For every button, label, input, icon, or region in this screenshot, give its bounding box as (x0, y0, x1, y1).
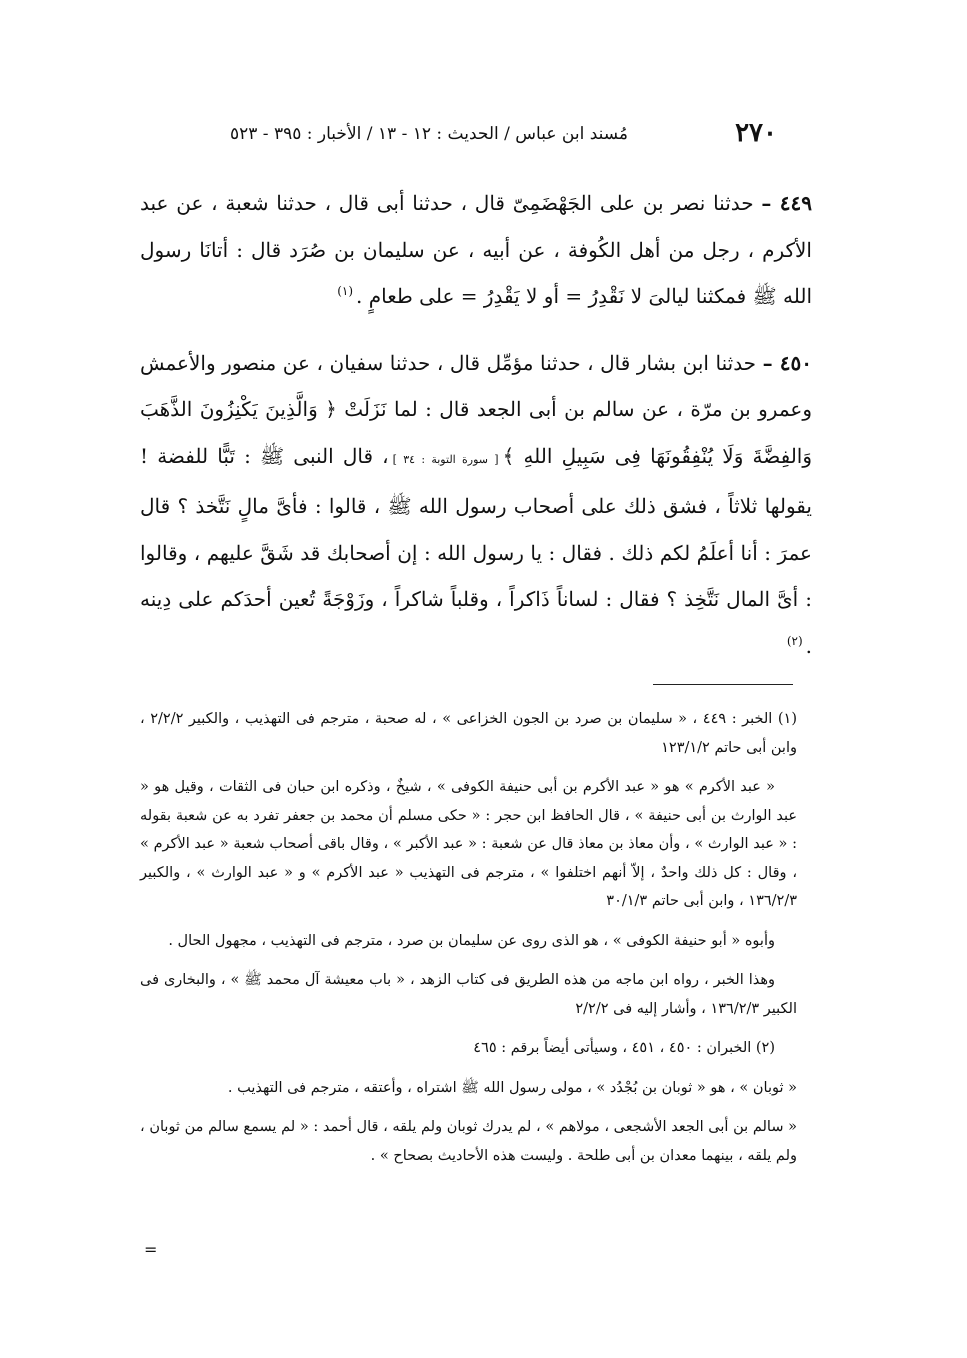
hadith-449 (140, 180, 812, 320)
page-number: ٢٧٠ (735, 118, 777, 148)
hadith-number: ٤٥٠ – (762, 350, 813, 375)
continuation-mark: = (144, 1240, 158, 1259)
footnote-separator (653, 684, 793, 685)
hadith-text: حدثنا ابن بشار قال ، حدثنا مؤمِّل قال ، حدثنا سفيان ، عن منصور والأعمش وعمرو بن مرّة ، عن سالم بن أبى الجعد قال : لما نَزَلَتْ ﴿ وَالَّذِينَ يَكْنِزُونَ الذَّهَبَ وَالفِضَّةَ وَلَا يُنْفِقُونَهَا فِى سَبِيلِ اللهِ ﴾ (140, 350, 813, 468)
running-title: مُسند ابن عباس / الحديث : ١٢ - ١٣ / الأخبار : ٣٩٥ - ٥٢٣ (230, 124, 629, 144)
footnote-2: (٢) الخبران : ٤٥٠ ، ٤٥١ ، وسيأتى أيضاً برقم : ٤٦٥ (473, 1040, 775, 1056)
footnote-ref: (١) (337, 284, 354, 299)
hadith-number: ٤٤٩ – (761, 191, 813, 215)
quran-source: [ سورة التوبة : ٣٤ ] (392, 452, 499, 466)
footnote-paragraph: « ثوبان » ، هو « ثوبان بن بُجْدُد » ، مولى رسول الله ﷺ اشتراه ، وأعتقه ، مترجم فى التهذيب . (227, 1079, 797, 1096)
footnote-paragraph: « سالم بن أبى الجعد الأشجعى ، مولاهم » ، لم يدرك ثوبان ولم يلقه ، قال أحمد : « لم يسمع سالم من ثوبان ، ولم يلقه ، بينهما معدان بن أبى طلحة . وليست هذه الأحاديث بصحاح » . (140, 1119, 797, 1164)
footnote-ref: (٢) (786, 633, 803, 648)
hadith-450 (140, 340, 812, 670)
hadith-text: حدثنا نصر بن على الجَهْضَمِىّ قال ، حدثنا أبى قال ، حدثنا شعبة ، عن عبد الأكرم ، رجل من أهل الكُوفة ، عن أبيه ، عن سليمان بن صُرَد قال : أتانَا رسول الله ﷺ فمكثنا ليالىَ لا نَقْدِرُ = أو لا يَقْدِرُ = على طعامٍ . (140, 191, 812, 308)
footnote-paragraph: وأبوه « أبو حنيفة الكوفى » ، هو الذى روى عن سليمان بن صرد ، مترجم فى التهذيب ، مجهول الحال . (168, 932, 775, 949)
page-header (230, 118, 777, 148)
footnotes (140, 705, 797, 1181)
main-text (140, 180, 812, 689)
hadith-text-continued: ، قال النبى ﷺ : تَبًّا للفضة ! يقولها ثلاثاً ، فشق ذلك على أصحاب رسول الله ﷺ ، قالوا : فأىَّ مالٍ نَتَّخذ ؟ قال عمرَ : أنا أعلَمُ لكم ذلك . فقال : يا رسول الله : إن أصحابك قد شَقَّ عليهم ، وقالوا : أىَّ المال نَتَّخِذ ؟ فقال : لساناً ذَاكراً ، وقلباً شاكراً ، وزَوْجَةً تُعين أحدَكم على دِينه . (140, 443, 812, 658)
footnote-1: (١) الخبر : ٤٤٩ ، « سليمان بن صرد بن الجون الخزاعى » ، له صحبة ، مترجم فى التهذيب ، والكبير ٢/٢/٢ ، وابن أبى حاتم ١٢٣/١/٢ (140, 711, 797, 756)
footnote-paragraph: « عبد الأكرم » هو « عبد الأكرم بن أبى حنيفة الكوفى » ، شيخٌ ، وذكره ابن حبان فى الثقات ، وقيل هو « عبد الوارث بن أبى حنيفة » ، قال الحافظ ابن حجر : « حكى مسلم أن محمد بن جعفر تفرد به عن شعبة بقوله : « عبد الوارث » ، وأن معاذ بن معاذ قال عن شعبة : « عبد الأكبر » ، وقال باقى أصحاب شعبة « عبد الأكرم » ، وقال : كل ذلك واحدٌ ، إلاّ أنهم اختلفوا » ، مترجم فى التهذيب « عبد الأكرم » و « عبد الوارث » ، والكبير ١٣٦/٢/٣ ، وابن أبى حاتم ٣٠/١/٣ (140, 779, 797, 909)
footnote-paragraph: وهذا الخبر ، رواه ابن ماجه من هذه الطريق فى كتاب الزهد ، « باب معيشة آل محمد ﷺ » ، والبخارى فى الكبير ١٣٦/٢/٣ ، وأشار إليه فى ٢/٢/٢ (140, 972, 797, 1017)
